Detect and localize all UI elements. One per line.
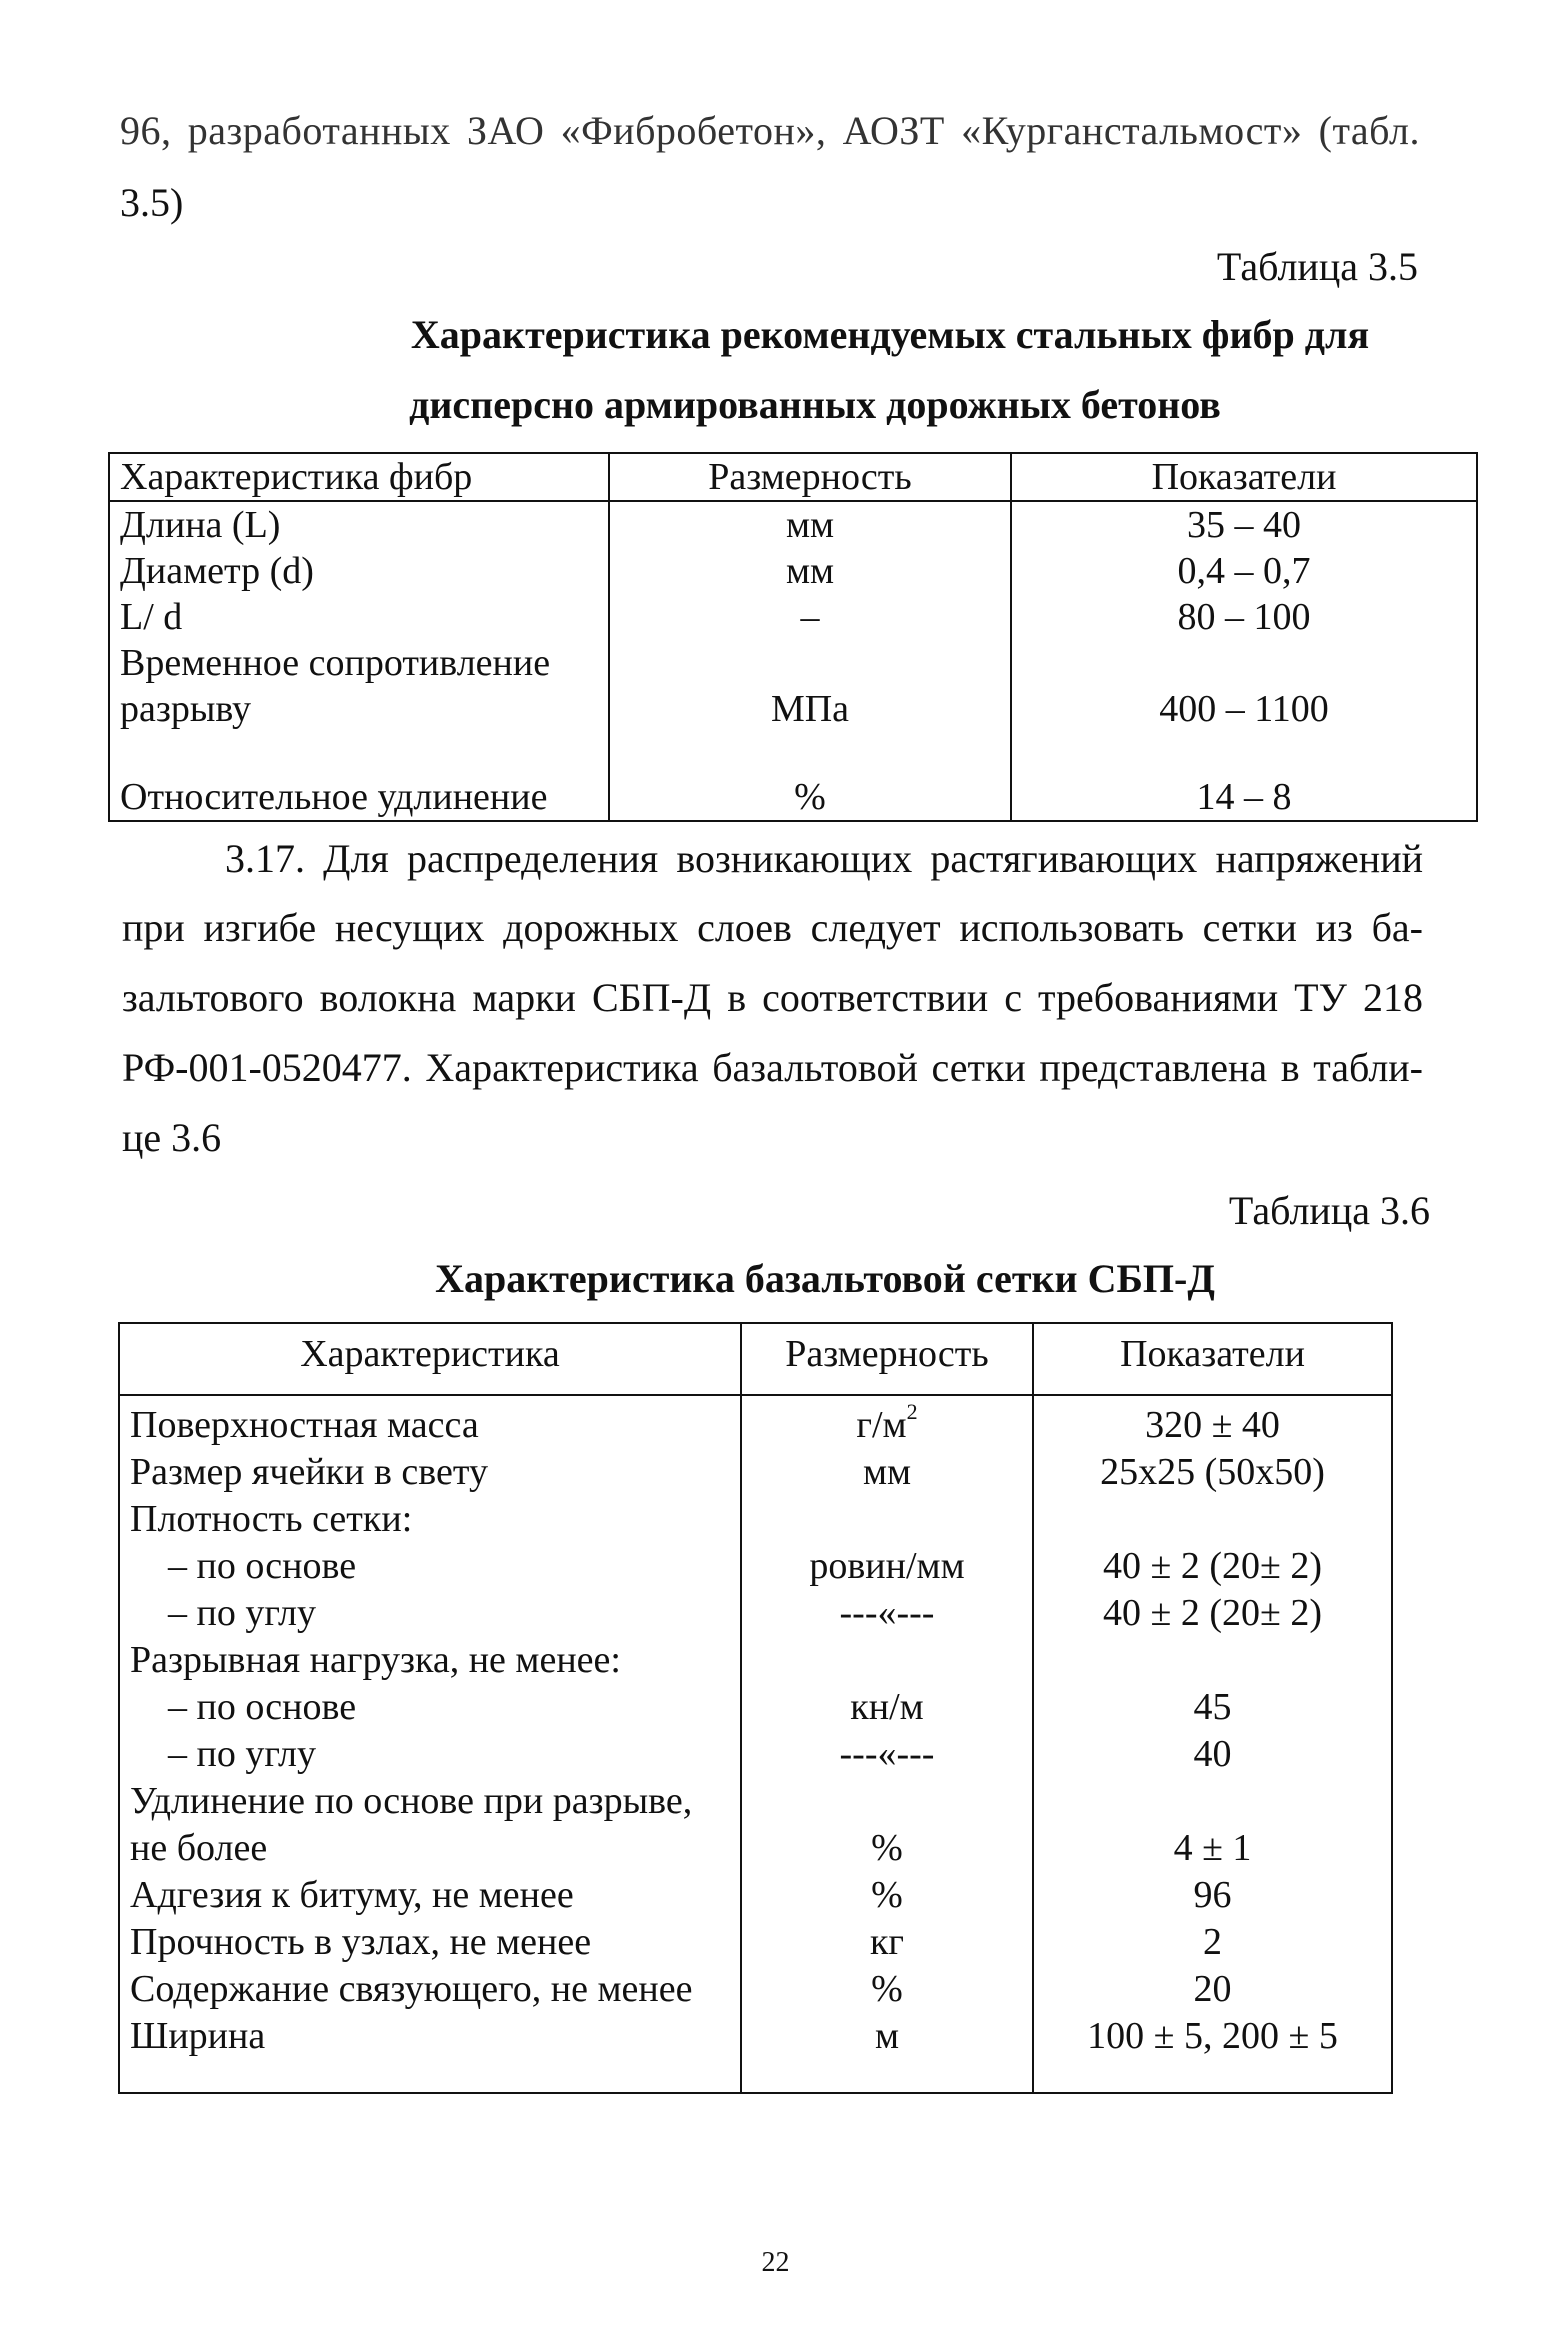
table-row — [119, 1872, 1392, 1919]
cell-unit: м — [741, 2013, 1033, 2093]
cell-value — [1033, 1496, 1392, 1543]
table-3-5-title-line-2: дисперсно армированных дорожных бетонов — [409, 382, 1221, 427]
cell-value: 4 ± 1 — [1173, 1827, 1252, 1869]
cell-value: 100 ± 5, 200 ± 5 — [1087, 2015, 1338, 2057]
unit-superscript: 2 — [906, 1399, 918, 1425]
cell-unit: МПа — [609, 640, 1011, 732]
table-row — [109, 732, 1477, 821]
table-row — [109, 594, 1477, 640]
cell-value: 40 — [1193, 1733, 1232, 1775]
cell-characteristic — [119, 1543, 741, 1590]
intro-line-2: 3.5) — [120, 180, 184, 225]
table-row — [109, 640, 1477, 732]
cell-value: 0,4 – 0,7 — [1177, 550, 1311, 592]
table-row — [119, 1778, 1392, 1825]
cell-value: 400 – 1100 — [1159, 688, 1329, 730]
cell-characteristic: Размер ячейки в свету — [119, 1449, 741, 1496]
paragraph-3-17-line-3: зальтового волокна марки СБП-Д в соответствии с требованиями ТУ 218 — [122, 975, 1423, 1020]
cell-characteristic: не более — [119, 1825, 741, 1872]
cell-characteristic: Поверхностная масса — [119, 1395, 741, 1449]
cell-unit — [741, 1395, 1033, 1449]
paragraph-3-17-line-5: це 3.6 — [122, 1115, 222, 1160]
intro-line-1: 96, разработанных ЗАО «Фибробетон», АОЗТ «Курганстальмост» (табл. — [120, 108, 1420, 153]
table-header-row — [109, 453, 1477, 501]
indented-text: – по углу — [168, 1592, 316, 1634]
cell-unit — [741, 1496, 1033, 1543]
table-row — [119, 1919, 1392, 1966]
cell-value: 80 – 100 — [1177, 596, 1311, 638]
cell-unit: % — [741, 1872, 1033, 1919]
cell-characteristic: Адгезия к битуму, не менее — [119, 1872, 741, 1919]
cell-value: 320 ± 40 — [1145, 1404, 1280, 1446]
cell-characteristic — [119, 1590, 741, 1637]
cell-characteristic — [119, 1731, 741, 1778]
table-row — [119, 1590, 1392, 1637]
indented-text: – по основе — [168, 1686, 357, 1728]
cell-value: 20 — [1193, 1968, 1232, 2010]
cell-value: 40 ± 2 (20± 2) — [1102, 1592, 1323, 1634]
cell-unit: мм — [609, 501, 1011, 548]
table-3-6-caption: Таблица 3.6 — [1228, 1188, 1430, 1233]
table-row — [109, 501, 1477, 548]
cell-value: 14 – 8 — [1196, 776, 1292, 818]
cell-unit: % — [609, 732, 1011, 821]
table-row — [119, 1825, 1392, 1872]
cell-text-line: Временное сопротивление — [120, 642, 551, 684]
cell-value — [1033, 1637, 1392, 1684]
table-row — [119, 1731, 1392, 1778]
table-row — [119, 1449, 1392, 1496]
paragraph-3-17-line-2: при изгибе несущих дорожных слоев следует использовать сетки из ба- — [122, 905, 1423, 950]
cell-unit — [741, 1778, 1033, 1825]
table-row — [119, 1637, 1392, 1684]
cell-characteristic: Относительное удлинение — [109, 732, 609, 821]
cell-unit: кг — [741, 1919, 1033, 1966]
cell-unit: мм — [741, 1449, 1033, 1496]
paragraph-3-17-line-4: РФ-001-0520477. Характеристика базальтовой сетки представлена в табли- — [122, 1045, 1423, 1090]
table-row — [119, 2013, 1392, 2093]
column-header: Характеристика фибр — [109, 453, 609, 501]
table-3-5-title-line-1: Характеристика рекомендуемых стальных фибр для — [410, 312, 1370, 357]
page-number: 22 — [761, 2247, 790, 2278]
table-row — [109, 548, 1477, 594]
paragraph-3-17-line-1: 3.17. Для распределения возникающих растягивающих напряжений — [225, 836, 1423, 881]
indented-text: – по углу — [168, 1733, 316, 1775]
cell-unit: ---«--- — [741, 1731, 1033, 1778]
cell-unit: ровин/мм — [741, 1543, 1033, 1590]
table-row — [119, 1496, 1392, 1543]
cell-value: 96 — [1193, 1874, 1232, 1916]
cell-unit: – — [609, 594, 1011, 640]
unit-text: г/м — [856, 1404, 907, 1446]
table-3-6 — [118, 1322, 1393, 2094]
cell-value: 40 ± 2 (20± 2) — [1102, 1545, 1323, 1587]
table-3-6-title: Характеристика базальтовой сетки СБП-Д — [435, 1256, 1215, 1301]
cell-value: 35 – 40 — [1187, 504, 1301, 546]
cell-characteristic: Плотность сетки: — [119, 1496, 741, 1543]
cell-value: 25х25 (50х50) — [1100, 1451, 1325, 1493]
column-header: Размерность — [741, 1323, 1033, 1395]
table-row — [119, 1395, 1392, 1449]
cell-unit — [741, 1637, 1033, 1684]
cell-characteristic: Ширина — [119, 2013, 741, 2093]
cell-characteristic: Длина (L) — [109, 501, 609, 548]
table-row — [119, 1684, 1392, 1731]
cell-value — [1033, 1778, 1392, 1825]
cell-unit: мм — [609, 548, 1011, 594]
cell-value: 2 — [1203, 1921, 1222, 1963]
cell-characteristic: Разрывная нагрузка, не менее: — [119, 1637, 741, 1684]
cell-characteristic: Прочность в узлах, не менее — [119, 1919, 741, 1966]
table-3-5-caption: Таблица 3.5 — [1216, 244, 1418, 289]
cell-unit: ---«--- — [741, 1590, 1033, 1637]
cell-characteristic: Удлинение по основе при разрыве, — [119, 1778, 741, 1825]
cell-characteristic: Диаметр (d) — [109, 548, 609, 594]
cell-unit: % — [741, 1825, 1033, 1872]
table-row — [119, 1966, 1392, 2013]
cell-characteristic — [109, 640, 609, 732]
column-header: Показатели — [1011, 453, 1477, 501]
cell-unit: % — [741, 1966, 1033, 2013]
cell-characteristic: Содержание связующего, не менее — [119, 1966, 741, 2013]
cell-value: 45 — [1193, 1686, 1232, 1728]
column-header: Размерность — [609, 453, 1011, 501]
column-header: Показатели — [1033, 1323, 1392, 1395]
table-3-5 — [108, 452, 1478, 822]
cell-text-line: разрыву — [120, 688, 252, 730]
column-header: Характеристика — [119, 1323, 741, 1395]
cell-characteristic: L/ d — [109, 594, 609, 640]
cell-unit: кн/м — [741, 1684, 1033, 1731]
table-row — [119, 1543, 1392, 1590]
cell-characteristic — [119, 1684, 741, 1731]
indented-text: – по основе — [168, 1545, 357, 1587]
table-header-row — [119, 1323, 1392, 1395]
